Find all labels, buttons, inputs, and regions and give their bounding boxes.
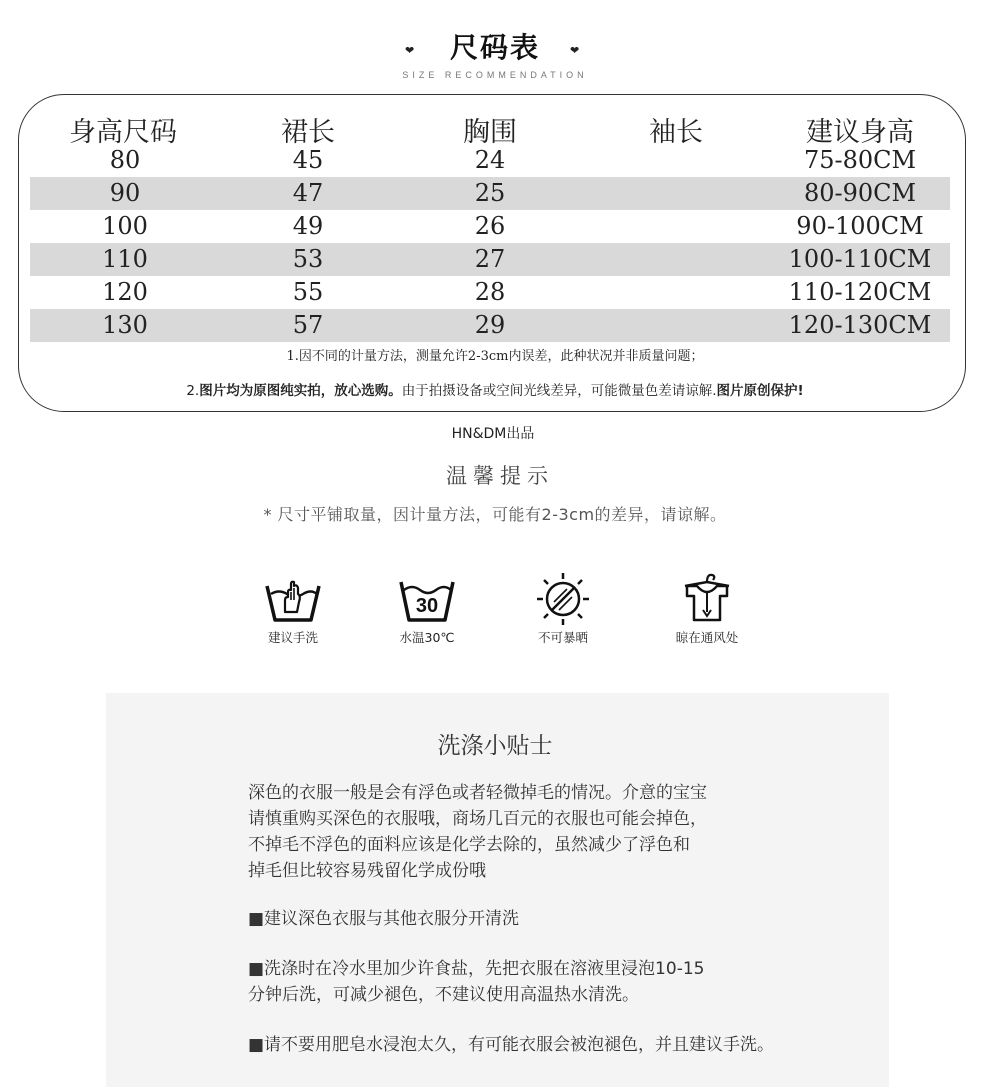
care-item-hand-wash [238,570,348,646]
note2-bold-1: 图片均为原图纯实拍，放心选购。 [199,383,402,399]
cell-height-range: 110-120CM [788,278,932,306]
cell-height-range: 90-100CM [796,212,924,240]
cell-sleeve [616,177,736,210]
page-subtitle: SIZE RECOMMENDATION [402,70,588,80]
cell-height-range: 100-110CM [788,245,932,273]
cell-size: 130 [102,311,148,339]
note2-normal: 由于拍摄设备或空间光线差异，可能微量色差请谅解. [401,383,717,399]
tips-text: * 尺寸平铺取量，因计量方法，可能有2-3cm的差异，请谅解。 [263,505,727,524]
intro-line: 掉毛但比较容易残留化学成份哦 [248,861,486,881]
intro-line: 深色的衣服一般是会有浮色或者轻微掉毛的情况。介意的宝宝 [248,783,707,803]
cell-height-range: 120-130CM [788,311,932,339]
header-chest: 胸围 [463,117,517,148]
cell-sleeve [616,210,736,243]
care-label: 水温30℃ [399,630,455,645]
care-label: 建议手洗 [267,630,318,645]
cell-sleeve [616,276,736,309]
cell-chest: 28 [474,278,506,306]
washing-tips-title: 洗涤小贴士 [437,733,553,759]
no-sun-icon [531,570,595,626]
cell-height-range: 80-90CM [803,179,917,207]
cell-chest: 24 [474,146,506,174]
washing-tip-2 [248,956,704,1008]
note2-bold-2: 图片原创保护! [716,383,804,399]
wash-temperature-number: 30 [415,595,439,617]
header-sleeve-length: 袖长 [649,117,703,148]
cell-sleeve [616,144,736,177]
note2-prefix: 2. [186,383,200,399]
cell-skirt-length: 47 [292,179,324,207]
heart-icon-right: ❤ [570,44,580,57]
page-title: 尺码表 [449,31,540,64]
cell-size: 120 [102,278,148,306]
cell-height-range: 75-80CM [803,146,917,174]
brand-label: HN&DM出品 [451,426,535,442]
cell-skirt-length: 57 [292,311,324,339]
hang-dry-icon [675,570,739,626]
table-row [30,243,950,276]
cell-size: 100 [102,212,148,240]
cell-skirt-length: 55 [292,278,324,306]
table-row [30,210,950,243]
cell-skirt-length: 49 [292,212,324,240]
care-item-wash-30 [372,570,482,646]
cell-sleeve [616,243,736,276]
cell-sleeve [616,309,736,342]
cell-size: 110 [102,245,148,273]
table-row [30,276,950,309]
header-height-size: 身高尺码 [69,117,177,148]
cell-chest: 25 [474,179,506,207]
intro-line: 请慎重购买深色的衣服哦，商场几百元的衣服也可能会掉色， [248,809,707,829]
wash-30-icon [395,570,459,626]
care-item-hang-dry [652,570,762,646]
washing-tip-3: ■请不要用肥皂水浸泡太久，有可能衣服会被泡褪色，并且建议手洗。 [248,1035,775,1055]
cell-size: 80 [109,146,141,174]
header-skirt-length: 裙长 [281,117,335,148]
care-label: 不可暴晒 [537,630,588,645]
table-row [30,144,950,177]
heart-icon-left: ❤ [405,44,415,57]
cell-chest: 27 [474,245,506,273]
size-note-2 [0,379,990,399]
cell-chest: 29 [474,311,506,339]
tips-title: 温馨提示 [446,464,554,488]
cell-size: 90 [109,179,141,207]
size-note-1: 1.因不同的计量方法，测量允许2-3cm内误差，此种状况并非质量问题； [286,349,704,364]
care-item-no-sun [508,570,618,646]
cell-skirt-length: 53 [292,245,324,273]
tip2-line: 分钟后洗，可减少褪色，不建议使用高温热水清洗。 [248,985,639,1005]
care-label: 晾在通风处 [675,630,739,645]
tip2-line: ■洗涤时在冷水里加少许食盐，先把衣服在溶液里浸泡10-15 [248,959,705,979]
header-suggested-height: 建议身高 [806,117,914,148]
hand-wash-icon [261,570,325,626]
washing-tip-1: ■建议深色衣服与其他衣服分开清洗 [248,909,520,929]
table-row [30,177,950,210]
cell-skirt-length: 45 [292,146,324,174]
washing-intro [248,780,707,884]
table-row [30,309,950,342]
cell-chest: 26 [474,212,506,240]
intro-line: 不掉毛不浮色的面料应该是化学去除的，虽然减少了浮色和 [248,835,690,855]
